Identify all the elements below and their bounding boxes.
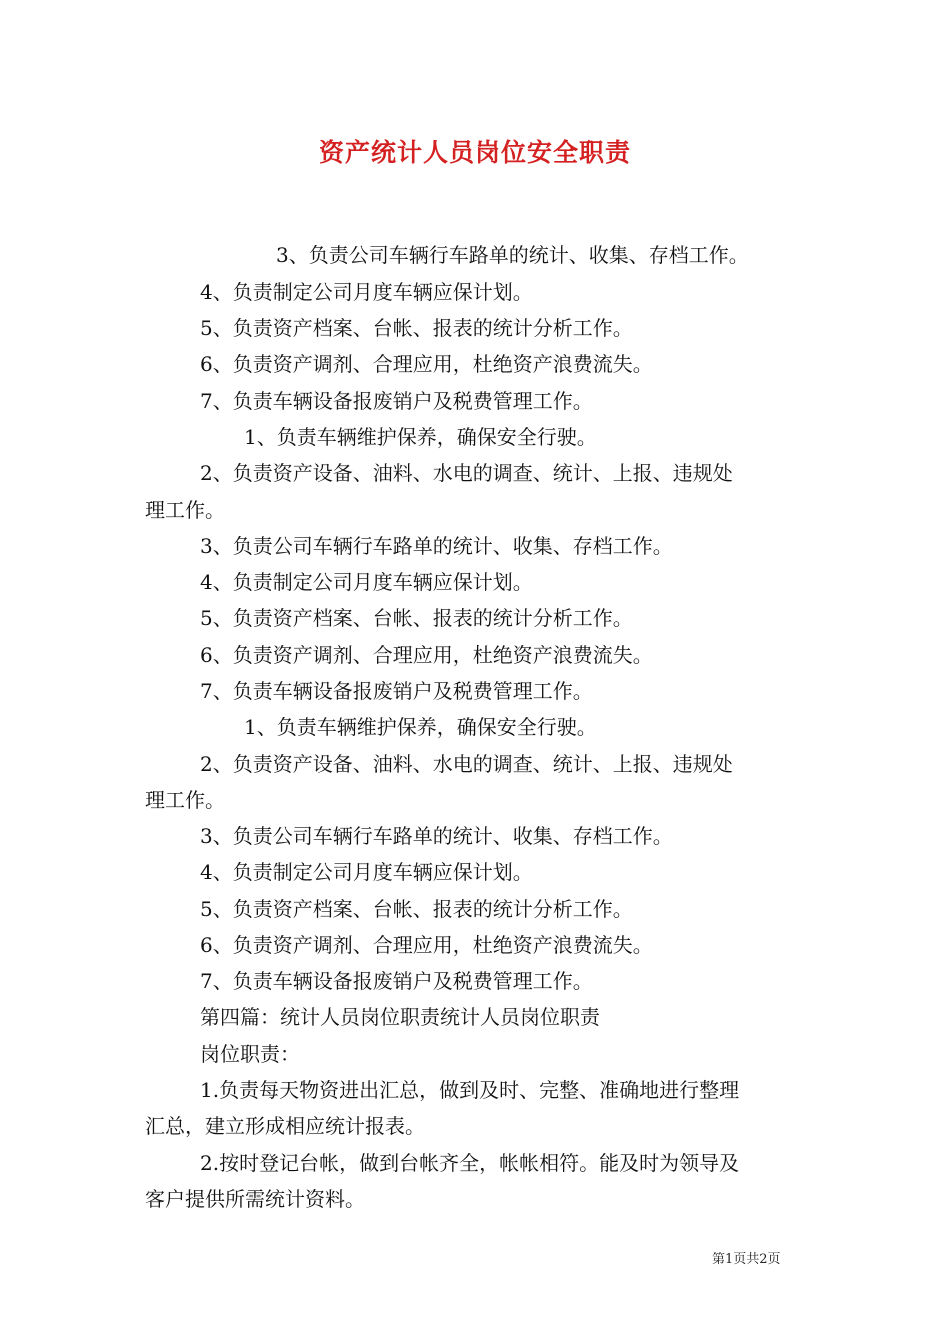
- text-line: 客户提供所需统计资料。: [145, 1187, 365, 1211]
- text-line: 1、负责车辆维护保养，确保安全行驶。: [244, 425, 597, 449]
- text-line: 4、负责制定公司月度车辆应保计划。: [200, 860, 533, 884]
- text-line: 理工作。: [145, 498, 225, 522]
- text-line: 2、负责资产设备、油料、水电的调查、统计、上报、违规处: [200, 752, 733, 776]
- text-line: 岗位职责：: [200, 1042, 300, 1066]
- text-line: 第四篇：统计人员岗位职责统计人员岗位职责: [200, 1005, 600, 1029]
- text-line: 5、负责资产档案、台帐、报表的统计分析工作。: [200, 316, 633, 340]
- text-line: 1.负责每天物资进出汇总，做到及时、完整、准确地进行整理: [200, 1078, 740, 1102]
- text-line: 1、负责车辆维护保养，确保安全行驶。: [244, 715, 597, 739]
- text-line: 6、负责资产调剂、合理应用，杜绝资产浪费流失。: [200, 933, 653, 957]
- document-title: 资产统计人员岗位安全职责: [318, 138, 631, 167]
- text-line: 3、负责公司车辆行车路单的统计、收集、存档工作。: [276, 243, 749, 267]
- page-number: 第1页共2页: [712, 1252, 781, 1267]
- text-line: 4、负责制定公司月度车辆应保计划。: [200, 280, 533, 304]
- text-line: 7、负责车辆设备报废销户及税费管理工作。: [200, 389, 593, 413]
- text-line: 理工作。: [145, 788, 225, 812]
- text-line: 2、负责资产设备、油料、水电的调查、统计、上报、违规处: [200, 461, 733, 485]
- text-line: 7、负责车辆设备报废销户及税费管理工作。: [200, 969, 593, 993]
- text-line: 4、负责制定公司月度车辆应保计划。: [200, 570, 533, 594]
- text-line: 2.按时登记台帐，做到台帐齐全，帐帐相符。能及时为领导及: [200, 1151, 740, 1175]
- text-line: 6、负责资产调剂、合理应用，杜绝资产浪费流失。: [200, 352, 653, 376]
- text-line: 6、负责资产调剂、合理应用，杜绝资产浪费流失。: [200, 643, 653, 667]
- text-line: 汇总，建立形成相应统计报表。: [145, 1114, 425, 1138]
- text-line: 7、负责车辆设备报废销户及税费管理工作。: [200, 679, 593, 703]
- text-line: 5、负责资产档案、台帐、报表的统计分析工作。: [200, 897, 633, 921]
- text-line: 5、负责资产档案、台帐、报表的统计分析工作。: [200, 606, 633, 630]
- text-line: 3、负责公司车辆行车路单的统计、收集、存档工作。: [200, 534, 673, 558]
- text-line: 3、负责公司车辆行车路单的统计、收集、存档工作。: [200, 824, 673, 848]
